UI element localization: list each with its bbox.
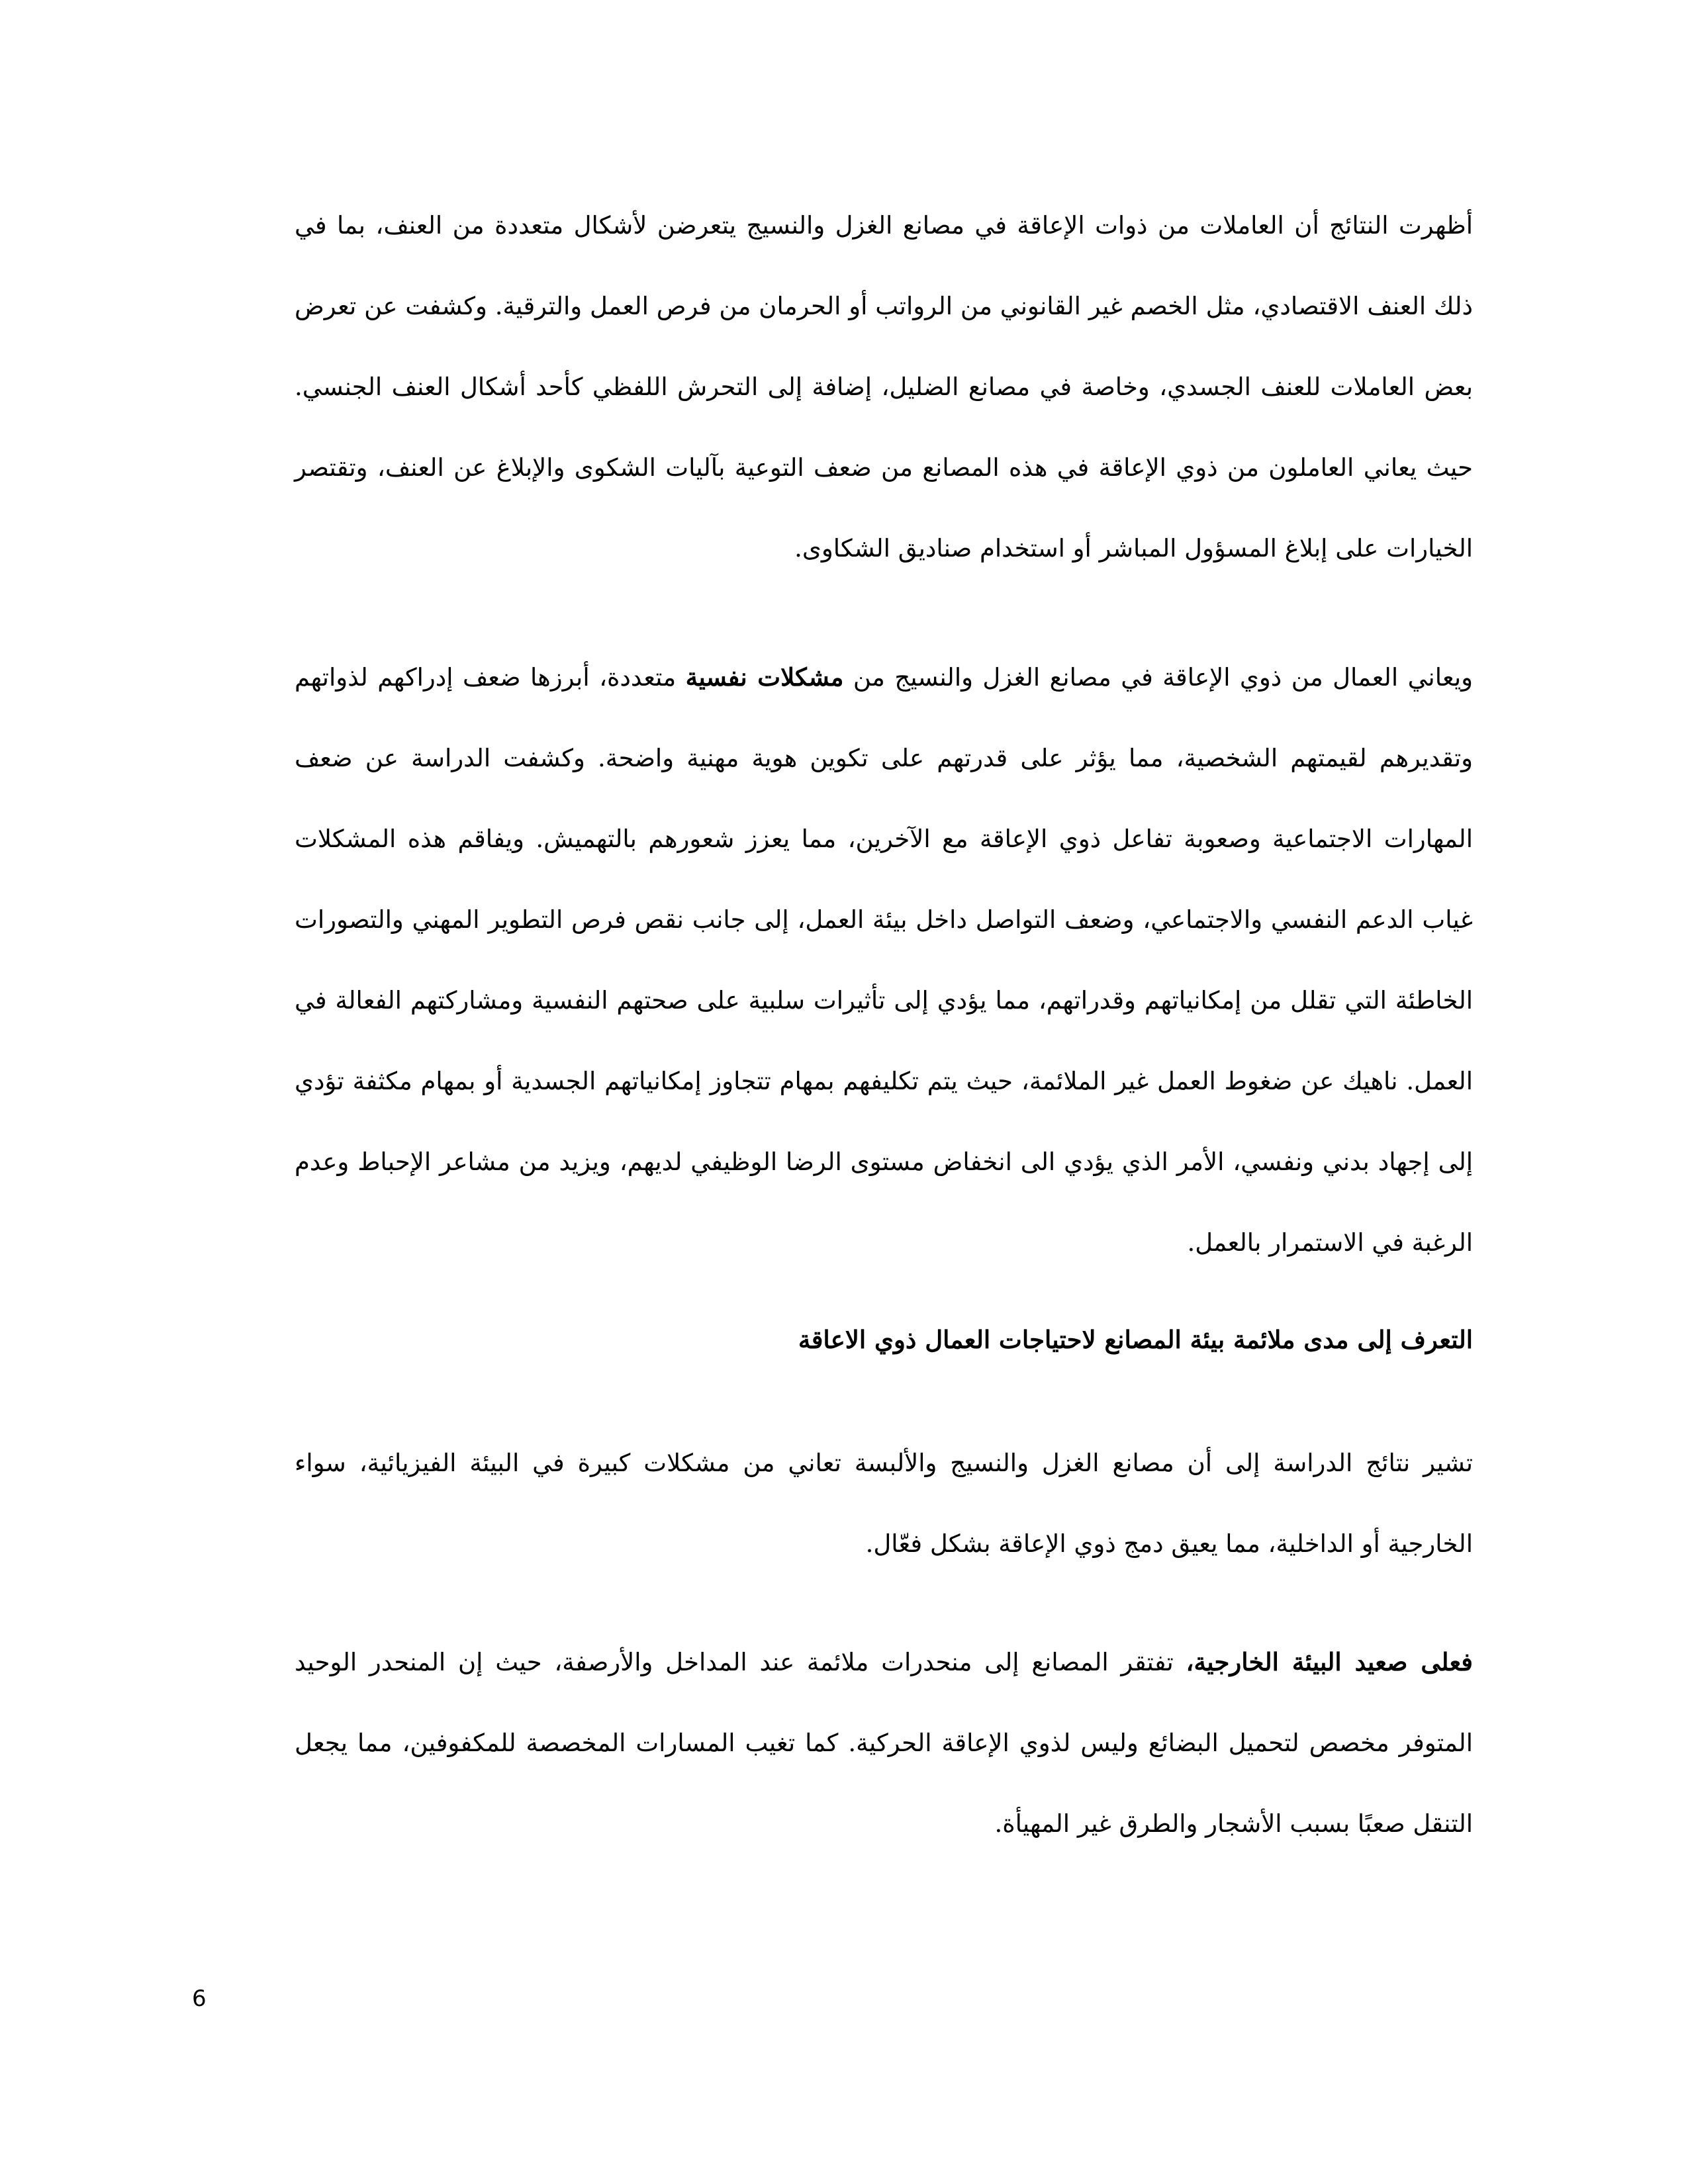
paragraph-external-environment	[295, 1621, 1473, 1864]
paragraph-text-start: ويعاني العمال من ذوي الإعاقة في مصانع الغزل والنسيج من	[843, 663, 1473, 692]
paragraph-text: تشير نتائج الدراسة إلى أن مصانع الغزل والنسيج والألبسة تعاني من مشكلات كبيرة في البيئة الفيزيائية، سواء الخارجية أو الداخلية، مما يعيق دمج ذوي الإعاقة بشكل فعّال.	[295, 1449, 1473, 1558]
paragraph-psychological-problems	[295, 637, 1473, 1283]
section-heading: التعرف إلى مدى ملائمة بيئة المصانع لاحتياجات العمال ذوي الاعاقة	[798, 1325, 1473, 1354]
paragraph-violence-findings	[295, 185, 1473, 589]
paragraph-text-rest: متعددة، أبرزها ضعف إدراكهم لذواتهم وتقديرهم لقيمتهم الشخصية، مما يؤثر على قدرتهم على تكوين هوية مهنية واضحة. وكشفت الدراسة عن ضعف المهارات الاجتماعية وصعوبة تفاعل ذوي الإعاقة مع الآخرين، مما يعزز شعورهم بالتهميش. ويفاقم هذه المشكلات غياب الدعم النفسي والاجتماعي، وضعف التواصل داخل بيئة العمل، إلى جانب نقص فرص التطوير المهني والتصورات الخاطئة التي تقلل من إمكانياتهم وقدراتهم، مما يؤدي إلى تأثيرات سلبية على صحتهم النفسية ومشاركتهم الفعالة في العمل. ناهيك عن ضغوط العمل غير الملائمة، حيث يتم تكليفهم بمهام تتجاوز إمكانياتهم الجسدية أو بمهام مكثفة تؤدي إلى إجهاد بدني ونفسي، الأمر الذي يؤدي الى انخفاض مستوى الرضا الوظيفي لديهم، ويزيد من مشاعر الإحباط وعدم الرغبة في الاستمرار بالعمل.	[295, 663, 1473, 1257]
paragraph-text: أظهرت النتائج أن العاملات من ذوات الإعاقة في مصانع الغزل والنسيج يتعرضن لأشكال متعددة من العنف، بما في ذلك العنف الاقتصادي، مثل الخصم غير القانوني من الرواتب أو الحرمان من فرص العمل والترقية. وكشفت عن تعرض بعض العاملات للعنف الجسدي، وخاصة في مصانع الضليل، إضافة إلى التحرش اللفظي كأحد أشكال العنف الجنسي. حيث يعاني العاملون من ذوي الإعاقة في هذه المصانع من ضعف التوعية بآليات الشكوى والإبلاغ عن العنف، وتقتصر الخيارات على إبلاغ المسؤول المباشر أو استخدام صناديق الشكاوى.	[295, 211, 1474, 563]
bold-term-psychological-problems: مشكلات نفسية	[685, 662, 844, 692]
paragraph-physical-environment	[295, 1423, 1473, 1584]
bold-term-external-environment: فعلى صعيد البيئة الخارجية،	[1186, 1647, 1473, 1676]
page-number: 6	[192, 1985, 207, 2012]
paragraph-text-rest: تفتقر المصانع إلى منحدرات ملائمة عند المداخل والأرصفة، حيث إن المنحدر الوحيد المتوفر مخصص لتحميل البضائع وليس لذوي الإعاقة الحركية. كما تغيب المسارات المخصصة للمكفوفين، مما يجعل التنقل صعبًا بسبب الأشجار والطرق غير المهيأة.	[295, 1648, 1473, 1838]
